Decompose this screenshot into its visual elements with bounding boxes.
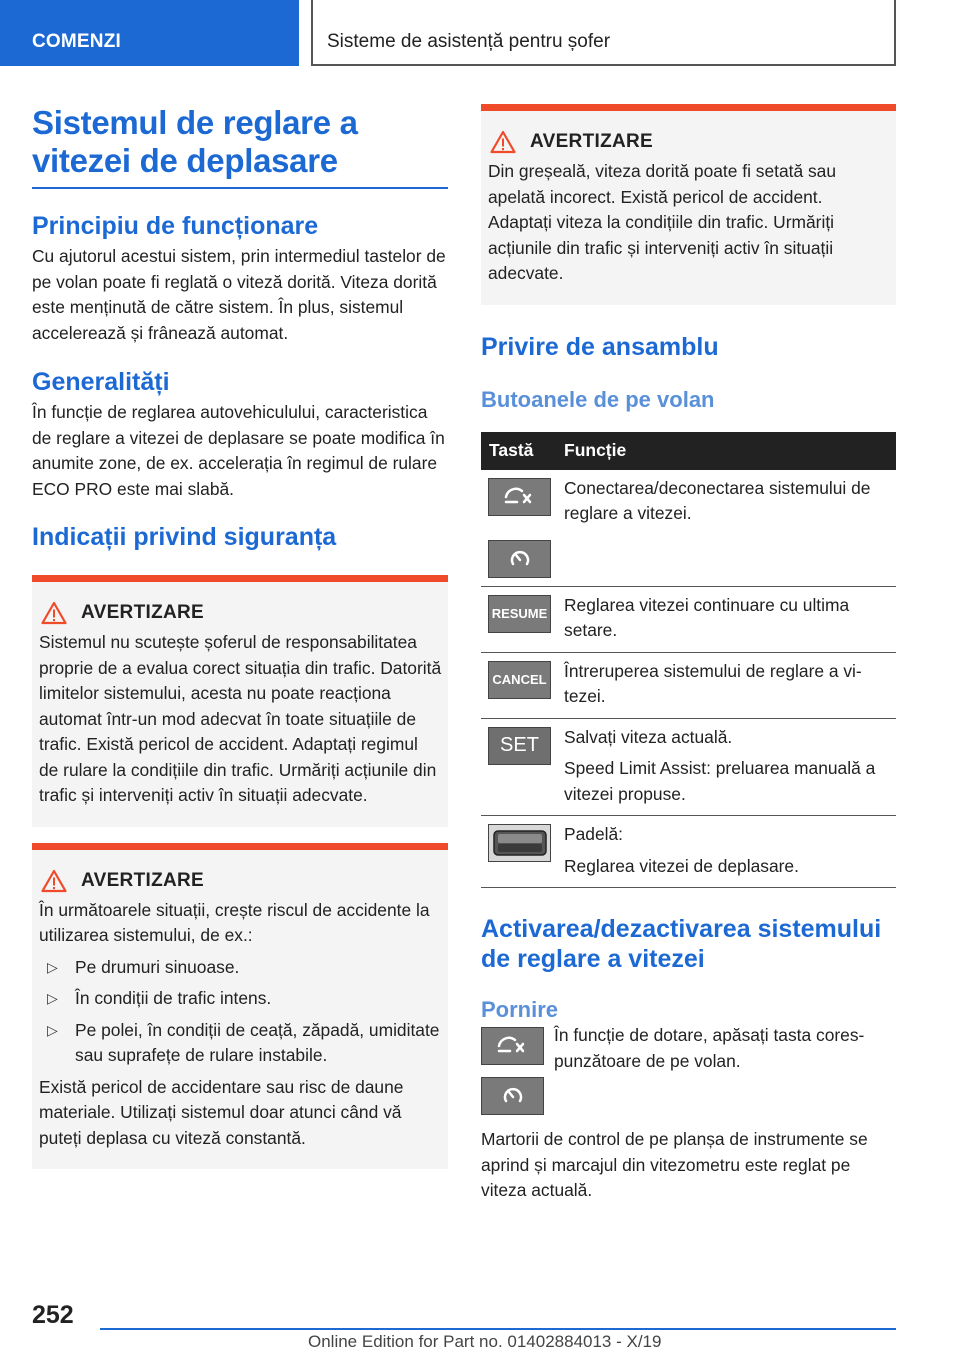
function-text: Salvați viteza actuală. — [564, 726, 733, 747]
function-text: Întreruperea sistemului de reglare a vitezei. — [564, 652, 896, 718]
page-title: Sistemul de reglare a vitezei de deplasare — [32, 104, 358, 179]
table-row — [481, 470, 896, 587]
speedometer-button-icon — [481, 1077, 544, 1115]
section-label: COMENZI — [32, 31, 122, 52]
function-text-2: Speed Limit Assist: preluarea manuală a vitezei propuse. — [564, 758, 876, 804]
chapter-label: Sisteme de asistență pentru șofer — [327, 31, 611, 52]
rocker-switch-icon — [488, 824, 551, 862]
principle-text: Cu ajutorul acestui sistem, prin intermediul tastelor de pe volan poate fi reglată o viteză dorită. Viteza dorită este menținută de către sistem. În plus, sistemul accelerează și frânează automat. — [32, 246, 446, 343]
overview-heading: Privire de ansamblu — [481, 332, 719, 361]
section-tab[interactable] — [0, 0, 299, 66]
table-row — [481, 718, 896, 816]
warning-outro: Există pericol de accidentare sau risc de daune materiale. Utilizați sistemul doar atunci când vă puteți deplasa cu viteză constantă. — [39, 1076, 404, 1148]
list-item: ▷ În condiții de trafic intens. — [39, 986, 442, 1012]
warning-text: Din greșeală, viteza dorită poate fi setată sau apelată incorect. Există pericol de accident. Adaptați viteza la condițiile din trafic. Urmăriți acțiunile din trafic și interveniți activ în situații adecvate. — [488, 161, 837, 283]
table-row — [481, 816, 896, 888]
list-item: ▷ Pe polei, în condiții de ceață, zăpadă, umiditate sau suprafețe de rulare instabile. — [39, 1018, 442, 1069]
bullet-triangle-icon: ▷ — [47, 990, 58, 1006]
principle-heading: Principiu de funcționare — [32, 212, 319, 240]
table-header-function: Funcție — [564, 432, 896, 470]
edition-text: Online Edition for Part no. 01402884013 - X/19 — [308, 1332, 662, 1351]
warning-intro: În următoarele situații, crește riscul de accidente la utilizarea sistemului, de ex.: — [39, 899, 430, 945]
function-text: Padelă: — [564, 824, 623, 844]
warning-triangle-icon — [41, 601, 67, 625]
bullet-triangle-icon: ▷ — [47, 1021, 58, 1038]
general-text: În funcție de reglarea autovehiculului, caracteristica de reglare a vitezei de deplasare se poate modifica în anumite zone, de ex. accelerația în regimul de rulare ECO PRO este mai slabă. — [32, 402, 445, 499]
function-text: Reglarea vitezei continuare cu ultima setare. — [564, 586, 896, 652]
warning-title: AVERTIZARE — [530, 131, 653, 152]
cancel-button-icon: CANCEL — [488, 661, 551, 699]
set-button-icon: SET — [488, 727, 551, 765]
right-column — [481, 104, 896, 1204]
speedometer-button-icon — [488, 540, 551, 578]
safety-heading: Indicații privind siguranța — [32, 523, 337, 551]
buttons-heading: Butoanele de pe volan — [481, 386, 715, 412]
cruise-control-button-icon — [481, 1027, 544, 1065]
warning-box-2 — [32, 843, 448, 1170]
function-text: Conectarea/deconectarea sistemului de reglare a vitezei. — [564, 470, 896, 587]
general-heading: Generalități — [32, 368, 170, 396]
table-row — [481, 586, 896, 652]
warning-title: AVERTIZARE — [81, 869, 204, 891]
warning-text: Sistemul nu scutește șoferul de responsabilitatea proprie de a evalua corect situația din trafic. Datorită limitelor sistemului, acesta nu poate reacționa automat într-un mod adecvat în toate situațiile de trafic. Există pericol de accident. Adaptați regimul de rulare la condițiile din trafic. Urmăriți acțiunile din trafic și interveniți activ în situații adecvate. — [39, 632, 442, 805]
chapter-box — [311, 0, 896, 66]
function-text-2: Reglarea vitezei de deplasare. — [564, 855, 799, 876]
list-item: ▷ Pe drumuri sinuoase. — [39, 955, 442, 981]
activation-heading: Activarea/dezactivarea sistemului de reglare a vitezei — [481, 915, 882, 973]
warning-box-3 — [481, 104, 896, 305]
start-heading: Pornire — [481, 997, 559, 1022]
footer-rule — [100, 1328, 896, 1330]
table-header-key: Tastă — [481, 432, 564, 470]
table-row — [481, 652, 896, 718]
start-text: În funcție de dotare, apăsați tasta corespunzătoare de pe volan. — [554, 1025, 865, 1071]
warning-box-1 — [32, 575, 448, 827]
control-text: Martorii de control de pe planșa de instrumente se aprind și marcajul din vitezometru este reglat pe viteza actuală. — [481, 1129, 868, 1200]
cruise-control-button-icon — [488, 478, 551, 516]
warning-title: AVERTIZARE — [81, 602, 204, 623]
start-row — [481, 1027, 896, 1115]
resume-button-icon: RESUME — [488, 595, 551, 633]
buttons-table — [481, 432, 896, 889]
left-column — [32, 104, 448, 1169]
bullet-triangle-icon: ▷ — [47, 958, 58, 975]
title-rule — [32, 187, 448, 189]
warning-triangle-icon — [41, 869, 67, 893]
page-number: 252 — [32, 1301, 74, 1329]
warning-triangle-icon — [490, 130, 516, 154]
